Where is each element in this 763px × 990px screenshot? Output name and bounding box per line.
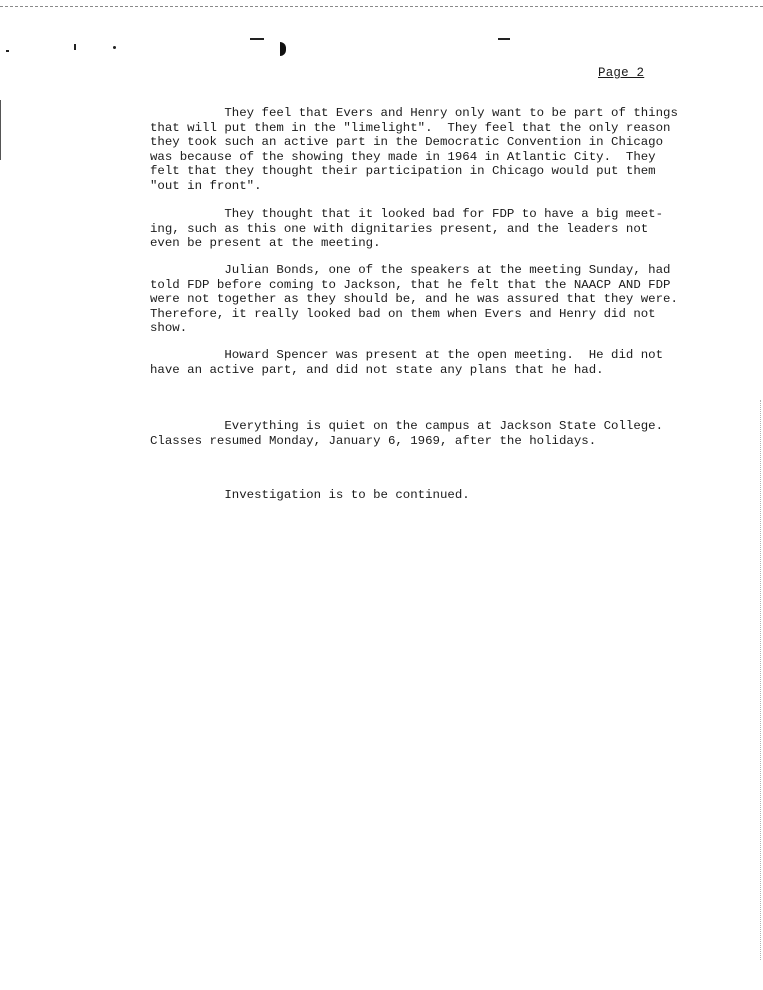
paragraph-julian-bonds: Julian Bonds, one of the speakers at the meeting Sunday, had told FDP before coming to Jackson, that he felt that the NAACP AND FDP were not together as they should be, and he was assured that they were. Therefore, it really looked bad on them when Evers and Henry did not show. — [150, 263, 678, 336]
scan-top-border — [0, 6, 763, 7]
paragraph-howard-spencer: Howard Spencer was present at the open meeting. He did not have an active part, and did not state any plans that he had. — [150, 348, 664, 377]
paragraph-evers-henry: They feel that Evers and Henry only want to be part of things that will put them in the "limelight". They feel that the only reason they took such an active part in the Democratic Convention in Chicago was because of the showing they made in 1964 in Atlantic City. They felt that they thought their participation in Chicago would put them "out in front". — [150, 106, 678, 193]
scan-mark — [113, 46, 116, 49]
paragraph-investigation: Investigation is to be continued. — [150, 488, 470, 502]
scan-mark — [6, 50, 9, 52]
scan-mark — [250, 38, 264, 40]
page-number: Page 2 — [598, 66, 645, 80]
scan-right-edge — [760, 400, 761, 960]
scan-mark — [280, 42, 286, 56]
scan-mark — [498, 38, 510, 40]
scan-mark — [74, 44, 76, 50]
scan-left-edge — [0, 100, 1, 160]
paragraph-fdp-meeting: They thought that it looked bad for FDP to have a big meet- ing, such as this one with dignitaries present, and the leaders not even be present at the meeting. — [150, 207, 664, 251]
paragraph-jackson-state: Everything is quiet on the campus at Jackson State College. Classes resumed Monday, January 6, 1969, after the holidays. — [150, 419, 664, 448]
